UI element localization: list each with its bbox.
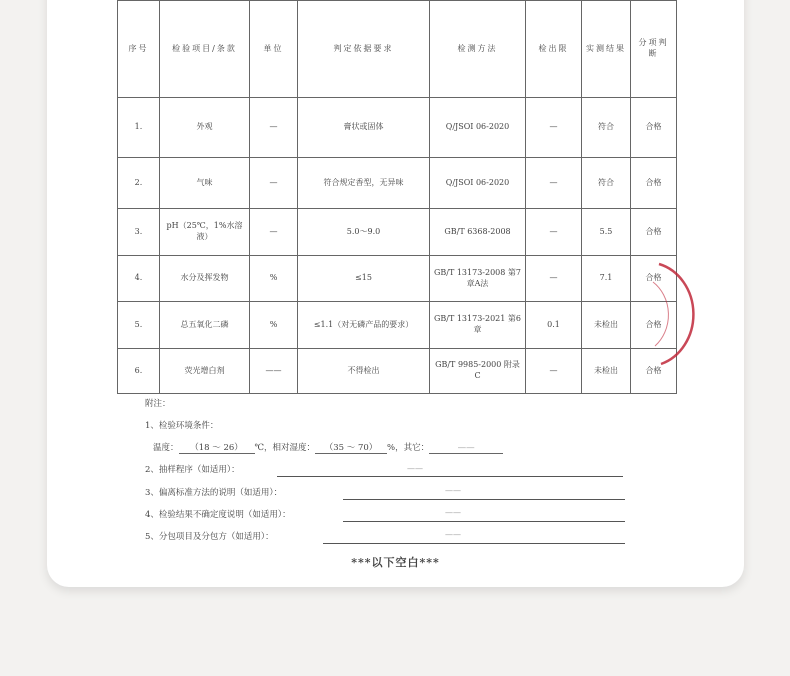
table-cell: 1.	[118, 98, 160, 158]
table-row	[118, 98, 677, 158]
header-cell: 序号	[118, 1, 160, 98]
table-cell: pH（25℃，1%水溶液）	[160, 209, 250, 256]
table-row	[118, 158, 677, 209]
temp-value: （18 ～ 26）	[179, 444, 255, 454]
table-row	[118, 209, 677, 256]
header-cell: 实测结果	[582, 1, 631, 98]
header-cell: 检测方法	[430, 1, 526, 98]
table-cell: 未检出	[582, 349, 631, 394]
end-of-report-marker: ***以下空白***	[351, 556, 440, 569]
table-cell: ≤1.1（对无磷产品的要求）	[298, 302, 430, 349]
uncertainty-label: 4、检验结果不确定度说明（如适用）：	[145, 510, 291, 520]
table-cell: GB/T 13173-2008 第7章A法	[430, 256, 526, 302]
sampling-label: 2、抽样程序（如适用）：	[145, 465, 240, 475]
red-seal-stamp	[651, 260, 695, 370]
table-cell: 符合	[582, 158, 631, 209]
table-cell: 合格	[631, 302, 677, 349]
deviation-blank	[343, 499, 625, 500]
sampling-blank	[277, 476, 623, 477]
table-cell: 符合	[582, 98, 631, 158]
table-cell: 未检出	[582, 302, 631, 349]
table-cell: 合格	[631, 256, 677, 302]
table-cell: —	[526, 158, 582, 209]
table-row	[118, 256, 677, 302]
table-cell: 2.	[118, 158, 160, 209]
table-cell: 合格	[631, 98, 677, 158]
header-cell: 判定依据要求	[298, 1, 430, 98]
table-cell: —	[250, 158, 298, 209]
table-cell: —	[250, 98, 298, 158]
deviation-dash: ——	[445, 486, 461, 495]
notes-heading: 附注：	[145, 399, 171, 409]
table-cell: ≤15	[298, 256, 430, 302]
table-cell: GB/T 6368-2008	[430, 209, 526, 256]
table-cell: %	[250, 256, 298, 302]
table-cell: ——	[250, 349, 298, 394]
table-cell: GB/T 13173-2021 第6章	[430, 302, 526, 349]
subcontract-dash: ——	[445, 530, 461, 539]
table-cell: 5.0～9.0	[298, 209, 430, 256]
table-row	[118, 349, 677, 394]
sampling-dash: ——	[407, 464, 423, 473]
temp-label: 温度：	[153, 443, 179, 453]
table-cell: 水分及挥发物	[160, 256, 250, 302]
header-cell: 分项判断	[631, 1, 677, 98]
table-cell: %	[250, 302, 298, 349]
uncertainty-dash: ——	[445, 508, 461, 517]
table-cell: 5.	[118, 302, 160, 349]
table-cell: Q/JSOI 06-2020	[430, 158, 526, 209]
header-cell: 检出限	[526, 1, 582, 98]
table-cell: 合格	[631, 349, 677, 394]
table-cell: 荧光增白剂	[160, 349, 250, 394]
table-cell: 膏状或固体	[298, 98, 430, 158]
table-cell: 7.1	[582, 256, 631, 302]
table-cell: 合格	[631, 158, 677, 209]
table-cell: 0.1	[526, 302, 582, 349]
header-cell: 单位	[250, 1, 298, 98]
humidity-value: （35 ～ 70）	[315, 444, 387, 454]
header-cell: 检验项目/条款	[160, 1, 250, 98]
report-sheet	[47, 0, 744, 587]
table-cell: —	[250, 209, 298, 256]
table-row	[118, 302, 677, 349]
table-cell: 4.	[118, 256, 160, 302]
table-cell: 符合规定香型，无异味	[298, 158, 430, 209]
uncertainty-blank	[343, 521, 625, 522]
table-cell: 3.	[118, 209, 160, 256]
table-header-row	[118, 1, 677, 98]
table-cell: Q/JSOI 06-2020	[430, 98, 526, 158]
table-cell: —	[526, 256, 582, 302]
table-cell: 总五氧化二磷	[160, 302, 250, 349]
table-cell: 不得检出	[298, 349, 430, 394]
table-cell: —	[526, 349, 582, 394]
subcontract-label: 5、分包项目及分包方（如适用）：	[145, 532, 274, 542]
table-cell: 外观	[160, 98, 250, 158]
temp-unit: ℃，相对湿度：	[254, 443, 316, 453]
table-cell: 气味	[160, 158, 250, 209]
table-cell: 5.5	[582, 209, 631, 256]
table-cell: 合格	[631, 209, 677, 256]
table-cell: —	[526, 209, 582, 256]
table-cell: 6.	[118, 349, 160, 394]
humidity-unit: %，其它：	[387, 443, 430, 453]
env-conditions-line	[153, 444, 503, 454]
table-cell: —	[526, 98, 582, 158]
subcontract-blank	[323, 543, 625, 544]
other-value: ——	[429, 444, 503, 454]
inspection-table	[117, 0, 677, 394]
deviation-label: 3、偏离标准方法的说明（如适用）：	[145, 488, 283, 498]
table-cell: GB/T 9985-2000 附录C	[430, 349, 526, 394]
env-conditions-label: 1、检验环境条件：	[145, 421, 219, 431]
